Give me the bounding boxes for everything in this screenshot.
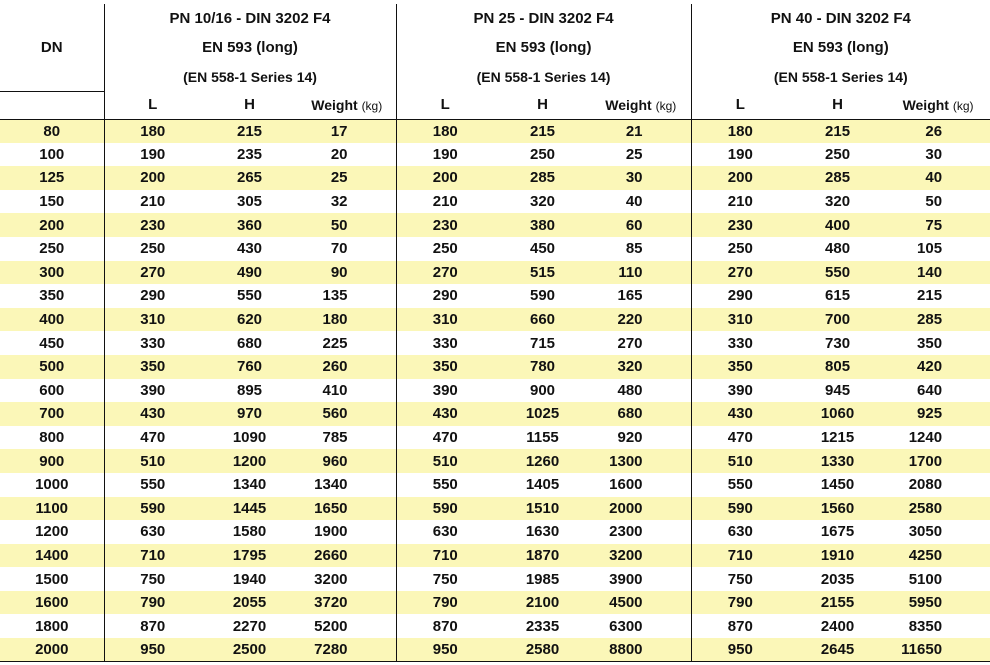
group-1-h-cell: 215 — [236, 122, 263, 140]
group-3-h-cell: 615 — [825, 287, 851, 305]
group-3-h-cell: 805 — [825, 358, 851, 376]
group-3-l-cell: 250 — [691, 237, 789, 261]
group-2-l-cell: 390 — [396, 379, 494, 403]
group-3-series: (EN 558-1 Series 14) — [691, 62, 990, 91]
group-3-l-cell: 710 — [691, 544, 789, 568]
group-2-h-cell: 780 — [530, 358, 556, 376]
group-3-h-cell: 1330 — [820, 452, 855, 470]
group-3-h-cell: 945 — [825, 381, 851, 399]
group-1-h-cell: 1795 — [232, 546, 267, 564]
group-1-h-cell: 490 — [236, 263, 263, 281]
group-3-h-cell: 1910 — [820, 546, 855, 564]
dn-cell: 125 — [0, 166, 104, 190]
group-1-l-cell: 180 — [140, 122, 166, 140]
group-1-weight-cell: 180 — [322, 311, 348, 329]
group-2-l-cell: 350 — [396, 355, 494, 379]
group-2-weight-cell: 40 — [625, 193, 643, 211]
dimensions-table — [0, 4, 990, 662]
group-1-weight-cell: 560 — [322, 405, 348, 423]
group-2-weight-cell: 1300 — [609, 452, 643, 470]
group-3-h-header: H — [789, 91, 886, 119]
group-3-weight-cell: 140 — [917, 263, 943, 281]
group-1-l-header: L — [104, 91, 201, 119]
group-3-weight-cell: 215 — [917, 287, 943, 305]
group-1-weight-cell: 1340 — [314, 476, 348, 494]
group-1-l-cell: 290 — [140, 287, 166, 305]
group-3-h-cell: 1675 — [820, 523, 855, 541]
group-1-h-cell: 305 — [236, 193, 263, 211]
group-2-h-cell: 1025 — [525, 405, 560, 423]
group-2-l-cell: 180 — [396, 119, 494, 143]
group-1-h-cell: 2500 — [201, 638, 298, 662]
group-3-weight-cell: 285 — [917, 311, 943, 329]
table-row — [0, 331, 990, 355]
group-1-l-cell: 430 — [140, 405, 166, 423]
group-1-l-cell: 190 — [140, 145, 166, 163]
dn-cell: 250 — [0, 237, 104, 261]
group-3-weight-cell: 50 — [925, 193, 943, 211]
group-1-h-cell: 895 — [236, 381, 263, 399]
dn-cell: 800 — [0, 426, 104, 450]
group-3-l-cell: 350 — [691, 355, 789, 379]
group-1-l-cell: 510 — [140, 452, 166, 470]
dn-cell: 80 — [0, 119, 104, 143]
table-row — [0, 449, 990, 473]
group-2-weight-cell: 2300 — [609, 523, 643, 541]
group-1-weight-cell: 17 — [330, 122, 348, 140]
group-1-l-cell: 330 — [140, 334, 166, 352]
group-3-h-cell: 1450 — [820, 476, 855, 494]
table-row — [0, 567, 990, 591]
dn-cell: 1600 — [0, 591, 104, 615]
group-3-l-cell: 200 — [691, 166, 789, 190]
group-3-l-cell: 550 — [691, 473, 789, 497]
group-2-weight-cell: 165 — [617, 287, 643, 305]
group-3-weight-cell: 3050 — [908, 523, 943, 541]
group-1-h-cell: 550 — [236, 287, 263, 305]
group-1-weight-cell: 410 — [322, 381, 348, 399]
group-3-l-cell: 190 — [691, 143, 789, 167]
group-1-series: (EN 558-1 Series 14) — [183, 68, 317, 85]
table-row — [0, 308, 990, 332]
group-2-l-cell: 430 — [396, 402, 494, 426]
group-1-weight-cell: 32 — [330, 193, 348, 211]
group-1-l-cell: 230 — [140, 216, 166, 234]
group-3-weight-cell: 26 — [925, 122, 943, 140]
group-2-weight-cell: 270 — [617, 334, 643, 352]
group-3-l-cell: 180 — [691, 119, 789, 143]
group-3-l-cell: 470 — [691, 426, 789, 450]
group-1-l-cell: 210 — [140, 193, 166, 211]
weight-label: Weight — [311, 96, 358, 113]
group-2-h-cell: 450 — [530, 240, 556, 258]
group-3-weight-cell: 925 — [917, 405, 943, 423]
table-row — [0, 379, 990, 403]
group-3-l-header: L — [691, 91, 789, 119]
group-2-weight-cell: 320 — [617, 358, 643, 376]
weight-unit: (kg) — [655, 98, 677, 113]
group-2-weight-cell: 4500 — [609, 594, 643, 612]
group-3-h-cell: 215 — [825, 122, 851, 140]
group-2-h-cell: 1630 — [525, 523, 560, 541]
dn-cell: 700 — [0, 402, 104, 426]
group-1-h-cell: 1445 — [232, 499, 267, 517]
group-3-weight-cell: 640 — [917, 381, 943, 399]
group-2-weight-cell: 3900 — [609, 570, 643, 588]
group-3-weight-cell: 1700 — [908, 452, 943, 470]
group-1-weight-cell: 3200 — [314, 570, 348, 588]
group-2-weight-cell: 25 — [625, 145, 643, 163]
group-2-weight-cell: 3200 — [609, 546, 643, 564]
group-1-weight-cell: 1650 — [314, 499, 348, 517]
group-1-standard: EN 593 (long) — [202, 39, 298, 56]
dn-cell: 450 — [0, 331, 104, 355]
group-3-weight-cell: 75 — [925, 216, 943, 234]
table-row — [0, 638, 990, 662]
group-2-weight-cell: 680 — [617, 405, 643, 423]
group-3-l-cell: 330 — [691, 331, 789, 355]
group-2-weight-cell: 85 — [625, 240, 643, 258]
group-2-l-cell: 710 — [396, 544, 494, 568]
group-2-title: PN 25 - DIN 3202 F4 — [396, 4, 691, 33]
group-1-weight-header — [298, 91, 396, 119]
group-2-l-cell: 310 — [396, 308, 494, 332]
group-1-h-cell: 1340 — [232, 476, 267, 494]
group-3-l-cell: 230 — [691, 213, 789, 237]
weight-label: Weight — [902, 96, 949, 113]
group-2-h-cell: 2580 — [494, 638, 591, 662]
dn-cell: 1200 — [0, 520, 104, 544]
group-2-h-cell: 515 — [530, 263, 556, 281]
group-3-weight-cell: 30 — [925, 145, 943, 163]
group-1-weight-cell: 135 — [322, 287, 348, 305]
table-row — [0, 119, 990, 143]
group-2-weight-cell: 60 — [625, 216, 643, 234]
dn-cell: 150 — [0, 190, 104, 214]
group-2-l-cell: 200 — [396, 166, 494, 190]
group-2-l-cell: 190 — [396, 143, 494, 167]
group-2-l-cell: 750 — [396, 567, 494, 591]
group-3-h-cell: 730 — [825, 334, 851, 352]
group-2-h-cell: 1870 — [525, 546, 560, 564]
group-1-l-cell: 390 — [140, 381, 166, 399]
group-2-weight-cell: 220 — [617, 311, 643, 329]
group-2-weight-cell: 1600 — [609, 476, 643, 494]
group-3-weight-cell: 40 — [925, 169, 943, 187]
dn-cell: 1800 — [0, 614, 104, 638]
group-2-h-cell: 380 — [530, 216, 556, 234]
group-2-l-cell: 210 — [396, 190, 494, 214]
group-1-h-cell: 2055 — [232, 594, 267, 612]
table-row — [0, 143, 990, 167]
group-2-h-cell: 2100 — [525, 594, 560, 612]
group-2-h-cell: 1405 — [525, 476, 560, 494]
group-2-h-cell: 320 — [530, 193, 556, 211]
dn-cell: 600 — [0, 379, 104, 403]
table-row — [0, 426, 990, 450]
group-1-weight-cell: 260 — [322, 358, 348, 376]
table-row — [0, 544, 990, 568]
group-2-h-cell: 1510 — [525, 499, 560, 517]
group-2-series: (EN 558-1 Series 14) — [396, 62, 691, 91]
group-3-l-cell: 430 — [691, 402, 789, 426]
group-1-h-cell: 1580 — [232, 523, 267, 541]
group-3-h-cell: 2035 — [820, 570, 855, 588]
group-1-weight-cell: 50 — [330, 216, 348, 234]
group-1-weight-cell: 785 — [322, 429, 348, 447]
group-2-h-cell: 1155 — [526, 429, 559, 447]
group-2-l-cell: 630 — [396, 520, 494, 544]
group-2-h-cell: 1985 — [525, 570, 560, 588]
group-1-l-cell: 950 — [104, 638, 201, 662]
group-2-h-header: H — [494, 91, 591, 119]
group-1-l-cell: 590 — [140, 499, 166, 517]
group-1-h-cell: 360 — [236, 216, 263, 234]
group-1-l-cell: 550 — [140, 476, 166, 494]
dn-cell: 900 — [0, 449, 104, 473]
group-1-h-cell: 235 — [236, 145, 263, 163]
group-3-weight-cell: 350 — [917, 334, 943, 352]
group-1-l-cell: 630 — [140, 523, 166, 541]
group-3-h-cell: 700 — [825, 311, 851, 329]
group-3-weight-cell: 2080 — [908, 476, 943, 494]
group-3-l-cell: 950 — [691, 638, 789, 662]
group-1-h-cell: 1940 — [232, 570, 267, 588]
group-3-l-cell: 870 — [691, 614, 789, 638]
group-3-h-cell: 285 — [825, 169, 851, 187]
group-1-weight-cell: 960 — [322, 452, 348, 470]
group-2-weight-cell: 2000 — [609, 499, 643, 517]
group-3-h-cell: 1060 — [820, 405, 855, 423]
dn-cell: 300 — [0, 261, 104, 285]
group-2-h-cell: 2335 — [525, 617, 560, 635]
group-1-weight-cell: 225 — [322, 334, 348, 352]
group-2-weight-cell: 480 — [617, 381, 643, 399]
group-1-h-cell: 265 — [236, 169, 263, 187]
group-3-l-cell: 310 — [691, 308, 789, 332]
group-2-h-cell: 590 — [530, 287, 556, 305]
group-2-weight-cell: 8800 — [591, 638, 691, 662]
group-1-l-cell: 270 — [140, 263, 166, 281]
group-2-l-cell: 550 — [396, 473, 494, 497]
table-row — [0, 497, 990, 521]
table-row — [0, 614, 990, 638]
group-2-l-cell: 950 — [396, 638, 494, 662]
group-2-h-cell: 715 — [530, 334, 556, 352]
group-2-weight-cell: 30 — [625, 169, 643, 187]
dn-cell: 400 — [0, 308, 104, 332]
group-2-standard: EN 593 (long) — [396, 33, 691, 62]
table-row — [0, 190, 990, 214]
group-3-l-cell: 290 — [691, 284, 789, 308]
group-2-weight-cell: 920 — [617, 429, 643, 447]
group-1-l-cell: 250 — [140, 240, 166, 258]
group-3-l-cell: 750 — [691, 567, 789, 591]
group-1-l-cell: 310 — [140, 311, 166, 329]
group-3-l-cell: 210 — [691, 190, 789, 214]
group-3-weight-cell: 5950 — [908, 594, 943, 612]
dn-cell: 1100 — [0, 497, 104, 521]
table-row — [0, 355, 990, 379]
group-2-l-cell: 230 — [396, 213, 494, 237]
group-2-l-cell: 590 — [396, 497, 494, 521]
group-1-l-cell: 350 — [140, 358, 166, 376]
table-row — [0, 520, 990, 544]
group-1-weight-cell: 2660 — [314, 546, 348, 564]
group-2-l-cell: 330 — [396, 331, 494, 355]
group-2-l-cell: 870 — [396, 614, 494, 638]
group-2-l-cell: 470 — [396, 426, 494, 450]
weight-label: Weight — [605, 96, 652, 113]
group-2-weight-cell: 6300 — [609, 617, 643, 635]
table-row — [0, 237, 990, 261]
group-1-h-cell: 760 — [236, 358, 263, 376]
group-2-l-cell: 290 — [396, 284, 494, 308]
weight-unit: (kg) — [952, 98, 974, 113]
dn-cell: 1500 — [0, 567, 104, 591]
group-1-weight-cell: 70 — [330, 240, 348, 258]
group-1-l-cell: 870 — [140, 617, 166, 635]
table-body — [0, 119, 990, 662]
group-3-h-cell: 1560 — [820, 499, 855, 517]
group-2-h-cell: 900 — [530, 381, 556, 399]
group-3-h-cell: 400 — [825, 216, 851, 234]
group-3-l-cell: 590 — [691, 497, 789, 521]
group-3-h-cell: 1215 — [820, 429, 855, 447]
group-3-standard: EN 593 (long) — [691, 33, 990, 62]
group-3-weight-cell: 420 — [917, 358, 943, 376]
group-1-h-cell: 680 — [236, 334, 263, 352]
group-2-h-cell: 215 — [530, 122, 556, 140]
dn-cell: 350 — [0, 284, 104, 308]
group-1-h-cell: 970 — [236, 405, 263, 423]
group-1-l-cell: 470 — [140, 429, 166, 447]
group-1-l-cell: 790 — [140, 594, 166, 612]
group-2-weight-cell: 110 — [618, 263, 643, 281]
group-2-h-cell: 250 — [530, 145, 556, 163]
group-2-l-cell: 250 — [396, 237, 494, 261]
group-1-l-cell: 750 — [140, 570, 166, 588]
group-3-l-cell: 510 — [691, 449, 789, 473]
group-1-title: PN 10/16 - DIN 3202 F4 — [169, 10, 331, 27]
group-3-h-cell: 480 — [825, 240, 851, 258]
table-row — [0, 261, 990, 285]
group-1-h-cell: 1090 — [232, 429, 267, 447]
group-3-h-cell: 550 — [825, 263, 851, 281]
group-2-l-cell: 270 — [396, 261, 494, 285]
group-3-l-cell: 270 — [691, 261, 789, 285]
group-3-h-cell: 250 — [825, 145, 851, 163]
group-3-h-cell: 2400 — [820, 617, 855, 635]
group-3-weight-cell: 8350 — [908, 617, 943, 635]
dn-cell: 1400 — [0, 544, 104, 568]
dn-cell: 200 — [0, 213, 104, 237]
group-1-weight-cell: 5200 — [314, 617, 348, 635]
group-2-h-cell: 660 — [530, 311, 556, 329]
group-3-l-cell: 790 — [691, 591, 789, 615]
group-3-weight-cell: 5100 — [908, 570, 943, 588]
group-1-weight-cell: 90 — [330, 263, 348, 281]
group-1-weight-cell: 1900 — [314, 523, 348, 541]
dn-cell: 1000 — [0, 473, 104, 497]
group-1-weight-cell: 20 — [330, 145, 348, 163]
group-3-weight-header — [886, 91, 990, 119]
table-row — [0, 213, 990, 237]
weight-unit: (kg) — [361, 98, 383, 113]
group-2-weight-header — [591, 91, 691, 119]
group-2-l-header: L — [396, 91, 494, 119]
group-2-h-cell: 285 — [530, 169, 556, 187]
dn-cell: 500 — [0, 355, 104, 379]
group-3-h-cell: 2155 — [820, 594, 855, 612]
table-row — [0, 166, 990, 190]
dn-header: DN — [0, 4, 104, 91]
group-1-l-cell: 200 — [140, 169, 166, 187]
group-1-h-cell: 2270 — [232, 617, 267, 635]
group-3-h-cell: 320 — [825, 193, 851, 211]
group-3-h-cell: 2645 — [789, 638, 886, 662]
group-1-weight-cell: 7280 — [298, 638, 396, 662]
group-2-weight-cell: 21 — [625, 122, 643, 140]
table-row — [0, 591, 990, 615]
dn-header-spacer — [0, 91, 104, 119]
group-1-h-cell: 430 — [236, 240, 263, 258]
group-2-l-cell: 510 — [396, 449, 494, 473]
group-3-title: PN 40 - DIN 3202 F4 — [691, 4, 990, 33]
group-2-h-cell: 1260 — [525, 452, 560, 470]
table-row — [0, 284, 990, 308]
group-1-h-cell: 620 — [236, 311, 263, 329]
group-3-l-cell: 390 — [691, 379, 789, 403]
group-1-h-header: H — [201, 91, 298, 119]
dn-cell: 2000 — [0, 638, 104, 662]
group-1-l-cell: 710 — [140, 546, 166, 564]
group-3-weight-cell: 2580 — [908, 499, 943, 517]
group-3-weight-cell: 11650 — [886, 638, 990, 662]
group-1-h-cell: 1200 — [232, 452, 267, 470]
group-1-weight-cell: 25 — [330, 169, 348, 187]
group-3-weight-cell: 4250 — [908, 546, 943, 564]
group-3-weight-cell: 105 — [917, 240, 943, 258]
group-1-weight-cell: 3720 — [314, 594, 348, 612]
table-row — [0, 402, 990, 426]
table-row — [0, 473, 990, 497]
dn-cell: 100 — [0, 143, 104, 167]
group-2-l-cell: 790 — [396, 591, 494, 615]
group-3-l-cell: 630 — [691, 520, 789, 544]
group-3-weight-cell: 1240 — [908, 429, 943, 447]
